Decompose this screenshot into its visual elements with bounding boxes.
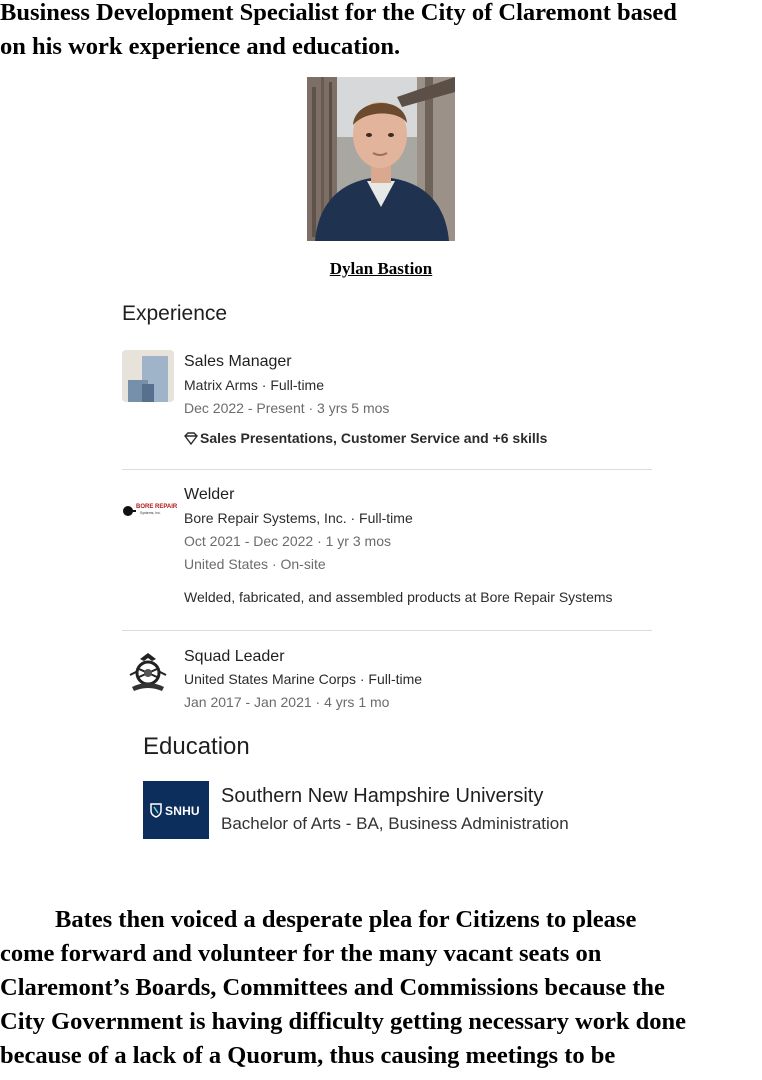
closing-line: Claremont’s Boards, Committees and Commissions because the — [0, 974, 665, 1001]
job-title: Welder — [184, 486, 235, 503]
snhu-logo — [143, 781, 209, 839]
degree-name: Bachelor of Arts - BA, Business Administration — [221, 814, 569, 833]
experience-heading: Experience — [122, 302, 228, 325]
intro-line: Business Development Specialist for the City of Claremont based — [0, 0, 677, 26]
job-dates: Jan 2017 - Jan 2021 · 4 yrs 1 mo — [184, 694, 390, 710]
marine-corps-emblem-icon — [126, 649, 170, 693]
job-dates: Dec 2022 - Present · 3 yrs 5 mos — [184, 400, 390, 416]
closing-line: come forward and volunteer for the many vacant seats on — [0, 940, 602, 967]
job-title: Sales Manager — [184, 353, 292, 370]
job-description: Welded, fabricated, and assembled products at Bore Repair Systems — [184, 589, 613, 605]
job-dates: Oct 2021 - Dec 2022 · 1 yr 3 mos — [184, 533, 391, 549]
diamond-icon — [184, 432, 200, 448]
school-name: Southern New Hampshire University — [221, 785, 544, 807]
portrait-photo — [307, 77, 455, 241]
divider — [122, 469, 652, 470]
bore-repair-logo — [122, 501, 178, 521]
education-heading: Education — [143, 733, 250, 760]
closing-paragraph — [0, 903, 762, 1073]
experience-item — [122, 350, 652, 450]
experience-item — [122, 483, 652, 613]
closing-line: because of a lack of a Quorum, thus causing meetings to be — [0, 1042, 616, 1069]
experience-item — [122, 645, 652, 720]
job-skills — [184, 430, 547, 448]
job-company: Bore Repair Systems, Inc. · Full-time — [184, 510, 413, 526]
bore-repair-logo-subtext: Systems, Inc. — [140, 511, 162, 515]
snhu-logo-text: SNHU — [165, 804, 200, 818]
shield-icon — [150, 803, 162, 823]
portrait-photo-icon — [307, 77, 455, 241]
job-location: United States · On-site — [184, 556, 326, 572]
company-placeholder-icon — [122, 350, 174, 402]
job-title: Squad Leader — [184, 648, 285, 665]
job-company: Matrix Arms · Full-time — [184, 377, 324, 393]
job-company: United States Marine Corps · Full-time — [184, 671, 423, 687]
skills-text: Sales Presentations, Customer Service and +6 skills — [200, 430, 548, 446]
intro-line: on his work experience and education. — [0, 33, 401, 60]
intro-paragraph — [0, 0, 762, 64]
closing-line: City Government is having difficulty getting necessary work done — [0, 1008, 686, 1035]
photo-caption: Dylan Bastion — [329, 259, 433, 278]
bore-repair-logo-text: BORE REPAIR — [136, 504, 178, 510]
divider — [122, 630, 652, 631]
closing-line: Bates then voiced a desperate plea for Citizens to please — [55, 906, 637, 933]
